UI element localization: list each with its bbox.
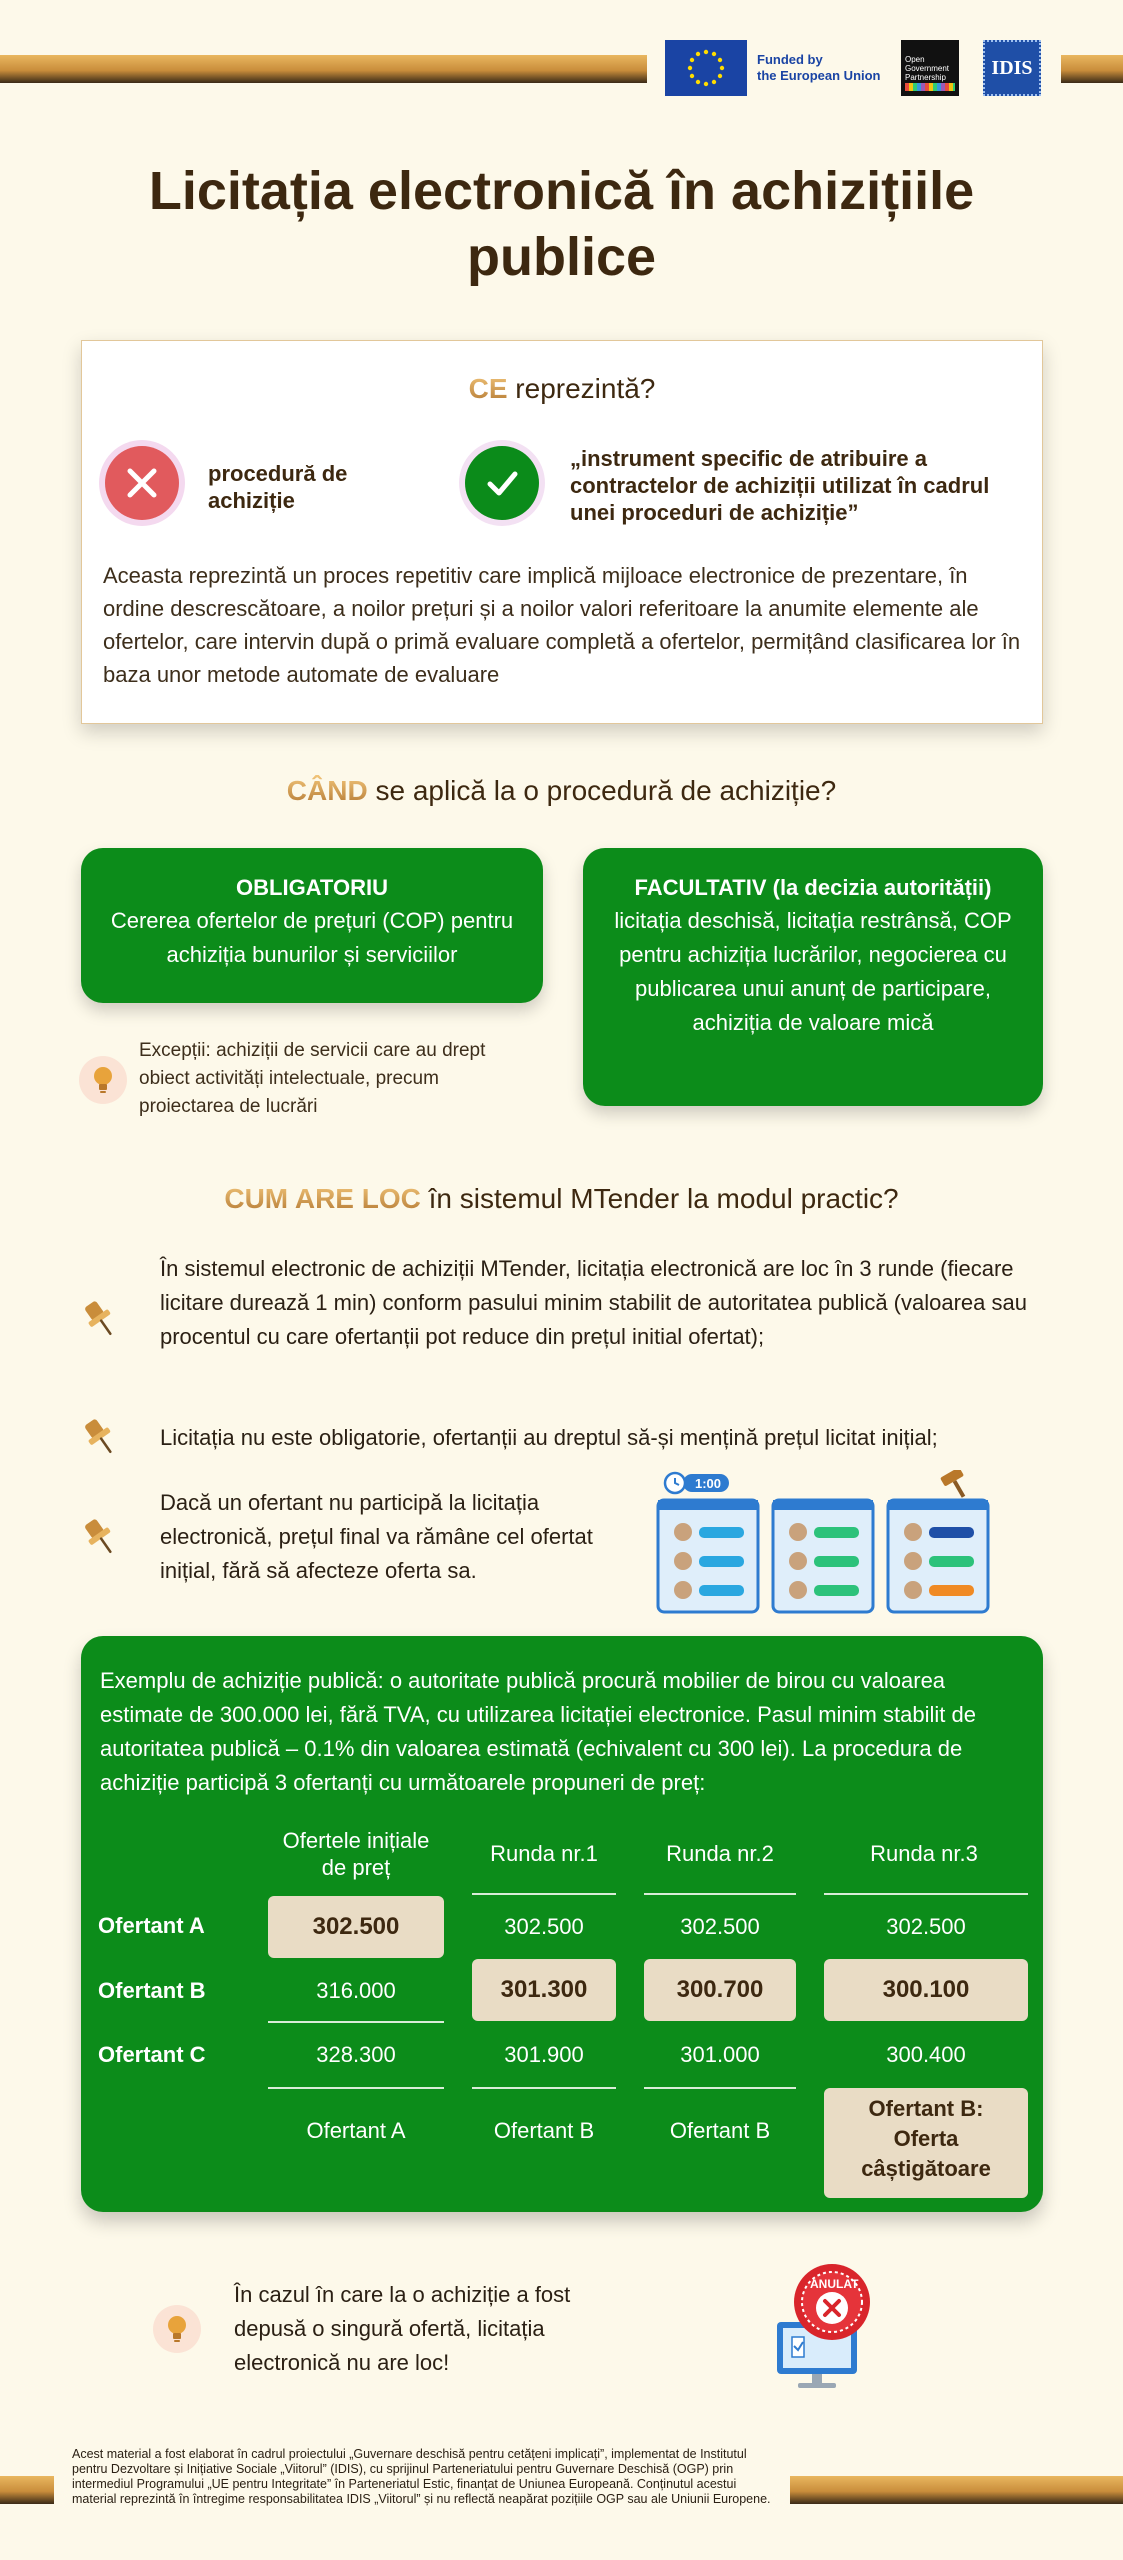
pushpin-icon xyxy=(80,1415,120,1459)
cell-b-r1: 301.300 xyxy=(472,1959,616,2021)
eu-funded-text: Funded by the European Union xyxy=(757,52,881,83)
auction-illustration xyxy=(655,1470,995,1615)
ce-description: Aceasta reprezintă un proces repetitiv care implică mijloace electronice de prezentare, în ordine descrescătoare, a noilor prețuri și a noilor valori referitoare la anumite elemente ale ofertelor, care intervin după o primă evaluare completă a ofertelor, permițând clasificarea lor în baza unor metode automate de evaluare xyxy=(103,563,1021,687)
cell-a-initial: 302.500 xyxy=(268,1896,444,1958)
single-offer-note: În cazul în care la o achiziție a fost depusă o singură ofertă, licitația electronică nu are loc! xyxy=(234,2282,571,2375)
idis-logo-text: IDIS xyxy=(991,56,1033,79)
col-divider xyxy=(644,1893,796,1895)
page-title: Licitația electronică în achizițiile publice xyxy=(148,161,975,287)
bidder-window xyxy=(658,1500,758,1612)
eu-flag-logo xyxy=(665,40,747,96)
idis-logo xyxy=(983,40,1041,96)
winner-box: Ofertant B: Oferta câștigătoare xyxy=(824,2088,1028,2198)
example-text: Exemplu de achiziție publică: o autoritate publică procură mobilier de birou cu valoarea estimate de 300.000 lei, fără TVA, cu utilizarea licitației electronice. Pasul minim stabilit de autoritatea publică – 0.1% din valoarea estimată (echivalent cu 300 lei). La procedura de achiziție participă 3 ofertanți cu următoarele propuneri de preț: xyxy=(100,1668,976,1795)
ogp-logo xyxy=(901,40,959,96)
check-icon xyxy=(482,463,522,503)
cell-divider xyxy=(472,2087,616,2089)
mandatory-title: OBLIGATORIU xyxy=(236,875,388,900)
cand-heading-rest: se aplică la o procedură de achiziție? xyxy=(367,775,837,806)
step-2: Licitația nu este obligatorie, ofertanții au dreptul să-și mențină prețul licitat inițial; xyxy=(160,1425,938,1450)
ogp-logo-text: Open Government Partnership xyxy=(905,55,950,82)
cell-c-initial: 328.300 xyxy=(316,2042,396,2067)
row-label-b: Ofertant B xyxy=(98,1978,206,2003)
bidder-window xyxy=(888,1500,988,1612)
bottom-left-band xyxy=(0,2476,54,2504)
optional-text: licitația deschisă, licitația restrânsă, COP pentru achiziția lucrărilor, negocierea cu publicarea unui anunț de participare, achiziția de valoare mică xyxy=(614,908,1012,1035)
cum-heading-accent: CUM ARE LOC xyxy=(224,1183,421,1214)
cell-divider xyxy=(268,2021,444,2023)
footer-disclaimer: Acest material a fost elaborat în cadrul proiectului „Guvernare deschisă pentru cetățeni implicați”, implementat de Institutul pentru Dezvoltare și Inițiative Sociale „Viitorul” (IDIS), cu sprijinul Parteneriatului pentru Guvernare Deschisă (OGP) prin intermediul Programului „UE pentru Integritate” în Parteneriatul Estic, finanțat de Uniunea Europeană. Conținutul acestui material reprezintă în întregime responsabilitatea IDIS „Viitorul” și nu reflectă neapărat pozițiile OGP sau ale Uniunii Europene. xyxy=(72,2447,771,2506)
ce-heading-rest: reprezintă? xyxy=(507,373,656,404)
col-head-round1: Runda nr.1 xyxy=(490,1841,598,1866)
row-label-c: Ofertant C xyxy=(98,2042,206,2067)
bottom-right-band xyxy=(790,2476,1123,2504)
top-left-band xyxy=(0,55,647,83)
cell-divider xyxy=(268,2087,444,2089)
step-3: Dacă un ofertant nu participă la licitația electronică, prețul final va rămâne cel ofertat inițial, fără să afecteze oferta sa. xyxy=(160,1490,593,1583)
example-box xyxy=(81,1636,1043,2212)
mandatory-text: Cererea ofertelor de prețuri (COP) pentru achiziția bunurilor și serviciilor xyxy=(110,908,514,967)
cum-heading xyxy=(0,1183,1123,1215)
pushpin-icon xyxy=(80,1297,120,1341)
mandatory-box xyxy=(81,848,543,1003)
row-label-a: Ofertant A xyxy=(98,1913,205,1938)
cell-c-r2: 301.000 xyxy=(680,2042,760,2067)
not-icon xyxy=(99,440,185,526)
timer-label: 1:00 xyxy=(695,1476,722,1491)
stamp-label: ANULAT xyxy=(810,2277,859,2291)
cell-a-r3: 302.500 xyxy=(886,1914,966,1939)
leader-r2: Ofertant B xyxy=(669,2118,771,2143)
cancelled-illustration xyxy=(770,2262,880,2392)
col-head-round3: Runda nr.3 xyxy=(870,1841,978,1866)
cross-icon xyxy=(122,463,162,503)
col-divider xyxy=(824,1893,1028,1895)
ce-heading-accent: CE xyxy=(468,373,508,404)
leader-r1: Ofertant B xyxy=(493,2118,595,2143)
cell-c-r1: 301.900 xyxy=(504,2042,584,2067)
lightbulb-icon xyxy=(79,1056,127,1104)
gavel-icon xyxy=(940,1470,973,1502)
lightbulb-icon xyxy=(153,2305,201,2353)
instrument-label: „instrument specific de atribuire a contractelor de achiziții utilizat în cadrul unei proceduri de achiziție” xyxy=(570,446,990,525)
pushpin-icon xyxy=(80,1515,120,1559)
not-procedure-label: procedură de achiziție xyxy=(208,461,348,513)
ogp-stripes xyxy=(905,83,955,91)
cum-heading-rest: în sistemul MTender la modul practic? xyxy=(420,1183,899,1214)
cell-b-r3: 300.100 xyxy=(824,1959,1028,2021)
ce-card xyxy=(81,340,1043,724)
step-1: În sistemul electronic de achiziții MTender, licitația electronică are loc în 3 runde (fiecare licitare durează 1 min) conform pasului minim stabilit de autoritatea publică (valoarea sau procentul cu care ofertanții pot reduce din prețul initial ofertat); xyxy=(160,1256,1027,1349)
leader-initial: Ofertant A xyxy=(306,2118,406,2143)
cell-b-r2: 300.700 xyxy=(644,1959,796,2021)
ce-heading xyxy=(82,373,1042,405)
cancelled-stamp xyxy=(794,2264,870,2340)
col-head-initial: Ofertele inițiale de preț xyxy=(282,1828,430,1880)
is-icon xyxy=(459,440,545,526)
col-divider xyxy=(472,1893,616,1895)
cell-a-r2: 302.500 xyxy=(680,1914,760,1939)
col-head-round2: Runda nr.2 xyxy=(666,1841,774,1866)
exception-note: Excepții: achiziții de servicii care au drept obiect activități intelectuale, precum proiectarea de lucrări xyxy=(139,1040,486,1117)
top-right-band xyxy=(1061,55,1123,83)
optional-title: FACULTATIV (la decizia autorității) xyxy=(634,875,992,900)
cand-heading xyxy=(0,775,1123,807)
optional-box xyxy=(583,848,1043,1106)
cell-a-r1: 302.500 xyxy=(504,1914,584,1939)
cell-divider xyxy=(644,2087,796,2089)
cand-heading-accent: CÂND xyxy=(286,775,368,806)
bidder-window xyxy=(773,1500,873,1612)
cell-b-initial: 316.000 xyxy=(316,1978,396,2003)
cell-c-r3: 300.400 xyxy=(886,2042,966,2067)
